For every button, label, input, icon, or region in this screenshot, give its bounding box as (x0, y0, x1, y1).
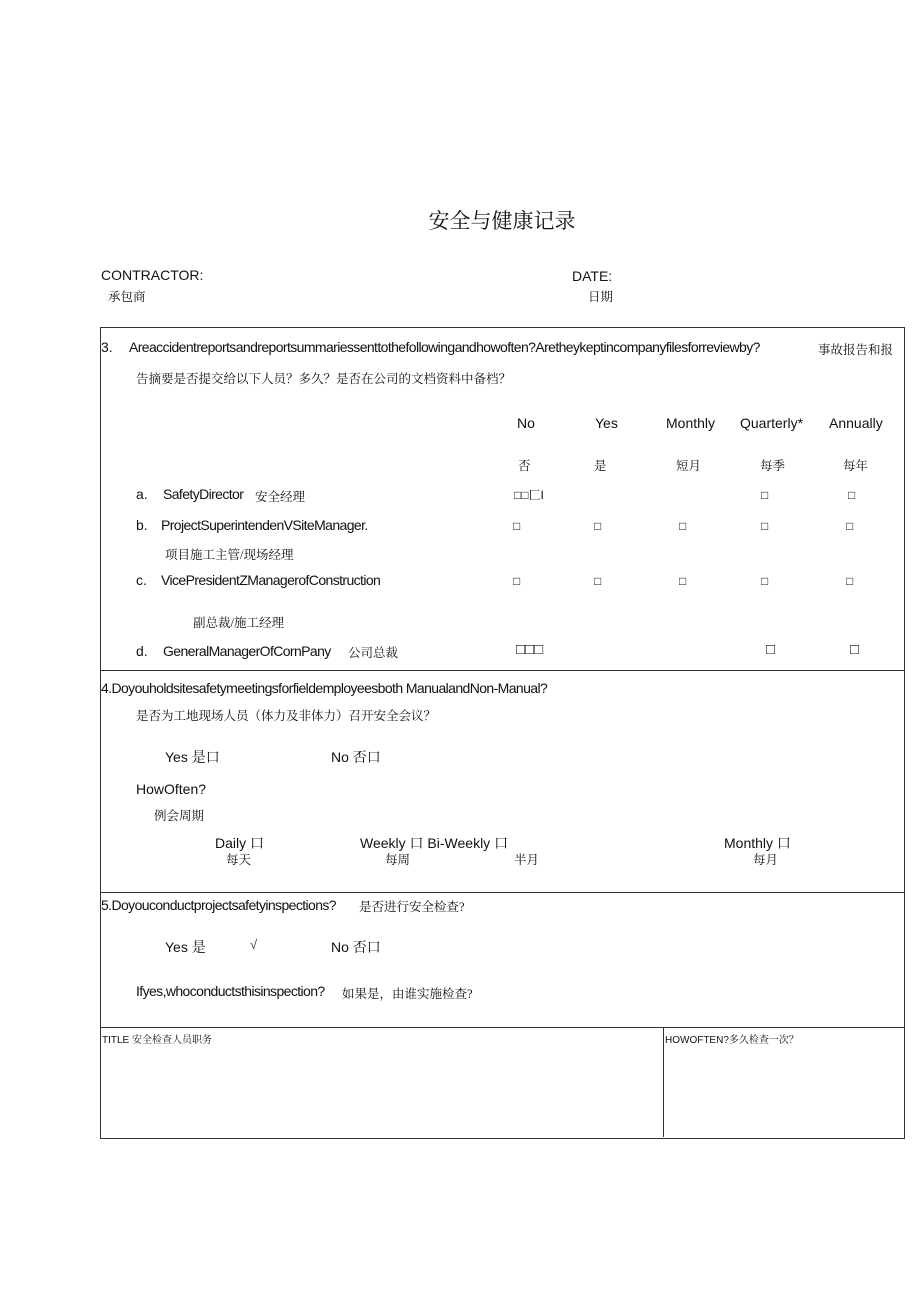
row-b-letter: b. (136, 517, 148, 533)
row-b-checkbox-no[interactable]: □ (513, 519, 521, 533)
row-d-checkbox-quarterly[interactable]: □ (766, 641, 776, 658)
col-quarterly: Quarterly* (740, 415, 804, 431)
row-b-checkbox-yes[interactable]: □ (594, 519, 602, 533)
date-label: DATE: (572, 268, 613, 284)
contractor-label: CONTRACTOR: (101, 267, 204, 283)
col-quarterly-cn: 每季 (760, 459, 786, 473)
q3-question-en: Areaccidentreportsandreportsummariessenttothefollowingandhowoften?Aretheykeptincompanyfilesforreviewby? (129, 339, 760, 355)
q4-how-often-label-cn: 例会周期 (154, 809, 205, 823)
q5-question-en: 5.Doyouconductprojectsafetyinspections? (101, 897, 336, 913)
table-cell-how-often-input[interactable] (664, 1045, 902, 1135)
q4-question-cn: 是否为工地现场人员（体力及非体力）召开安全会议？ (136, 709, 437, 723)
row-a-label-cn: 安全经理 (255, 490, 306, 504)
col-yes-cn: 是 (594, 459, 607, 473)
row-a-letter: a. (136, 486, 148, 502)
q5-yes-option[interactable]: Yes 是 (165, 939, 206, 955)
q4-daily-option[interactable]: Daily 口 (215, 835, 265, 851)
col-no-cn: 否 (518, 459, 531, 473)
row-a-checkbox-annually[interactable]: □ (848, 488, 856, 502)
q4-monthly-cn: 每月 (753, 853, 779, 867)
q5-ifyes-question-cn: 如果是，由谁实施检查? (342, 987, 473, 1001)
row-b-checkbox-monthly[interactable]: □ (679, 519, 687, 533)
col-monthly-cn: 短月 (676, 459, 702, 473)
page-title: 安全与健康记录 (428, 209, 576, 233)
q5-ifyes-question-en: Ifyes,whoconductsthisinspection? (136, 983, 325, 999)
row-d-checkbox-annually[interactable]: □ (850, 641, 860, 658)
row-b-checkbox-quarterly[interactable]: □ (761, 519, 769, 533)
table-header-title: TITLE 安全检查人员职务 (102, 1035, 213, 1046)
row-d-label-cn: 公司总裁 (348, 646, 399, 660)
row-b-checkbox-annually[interactable]: □ (846, 519, 854, 533)
row-d-checkboxes-no-yes-monthly[interactable]: □□□ (516, 641, 544, 658)
divider-q5 (100, 892, 904, 893)
q4-yes-option[interactable]: Yes 是口 (165, 749, 220, 765)
table-header-how-often: HOWOFTEN?多久检查一次？ (665, 1035, 799, 1046)
q4-monthly-option[interactable]: Monthly 口 (724, 835, 791, 851)
row-c-checkbox-annually[interactable]: □ (846, 574, 854, 588)
divider-q4 (100, 670, 904, 671)
col-annually: Annually (829, 415, 883, 431)
q4-daily-cn: 每天 (226, 853, 252, 867)
row-a-checkboxes-no-yes-monthly[interactable]: □□匚I (514, 488, 544, 502)
row-c-checkbox-no[interactable]: □ (513, 574, 521, 588)
q3-question-cn-a: 事故报告和报 (818, 343, 894, 357)
row-c-checkbox-monthly[interactable]: □ (679, 574, 687, 588)
q5-no-option[interactable]: No 否口 (331, 939, 381, 955)
row-a-checkbox-quarterly[interactable]: □ (761, 488, 769, 502)
form-frame (100, 327, 905, 1139)
row-d-label: GeneralManagerOfCornPany (163, 643, 331, 659)
row-a-label: SafetyDirector (163, 486, 244, 502)
row-b-label: ProjectSuperintendenVSiteManager. (161, 517, 368, 533)
row-c-letter: c. (136, 572, 147, 588)
contractor-label-cn: 承包商 (108, 290, 146, 304)
col-no: No (517, 415, 535, 431)
q5-yes-checkmark: √ (250, 937, 258, 952)
q4-weekly-cn: 每周 (385, 853, 411, 867)
q4-question-en: 4.Doyouholdsitesafetymeetingsforfieldemployeesboth ManualandNon-Manual? (101, 680, 548, 696)
q5-question-cn: 是否进行安全检查? (359, 900, 465, 914)
row-d-letter: d. (136, 643, 148, 659)
col-yes: Yes (595, 415, 618, 431)
date-label-cn: 日期 (588, 290, 614, 304)
divider-table (100, 1027, 904, 1028)
row-c-checkbox-yes[interactable]: □ (594, 574, 602, 588)
table-cell-title-input[interactable] (101, 1045, 662, 1135)
row-c-label-cn: 副总裁/施工经理 (193, 616, 284, 630)
q4-how-often-label: HowOften? (136, 781, 207, 797)
q3-question-cn-b: 告摘要是否提交给以下人员？多久？是否在公司的文档资料中备档？ (136, 372, 512, 386)
q4-biweekly-cn: 半月 (514, 853, 540, 867)
row-b-label-cn: 项目施工主管/现场经理 (165, 548, 294, 562)
row-c-label: VicePresidentZManagerofConstruction (161, 572, 381, 588)
q4-no-option[interactable]: No 否口 (331, 749, 381, 765)
q4-weekly-biweekly-options[interactable]: Weekly 口 Bi-Weekly 口 (360, 835, 509, 851)
row-c-checkbox-quarterly[interactable]: □ (761, 574, 769, 588)
col-monthly: Monthly (666, 415, 716, 431)
col-annually-cn: 每年 (843, 459, 869, 473)
q3-number: 3. (101, 339, 113, 355)
